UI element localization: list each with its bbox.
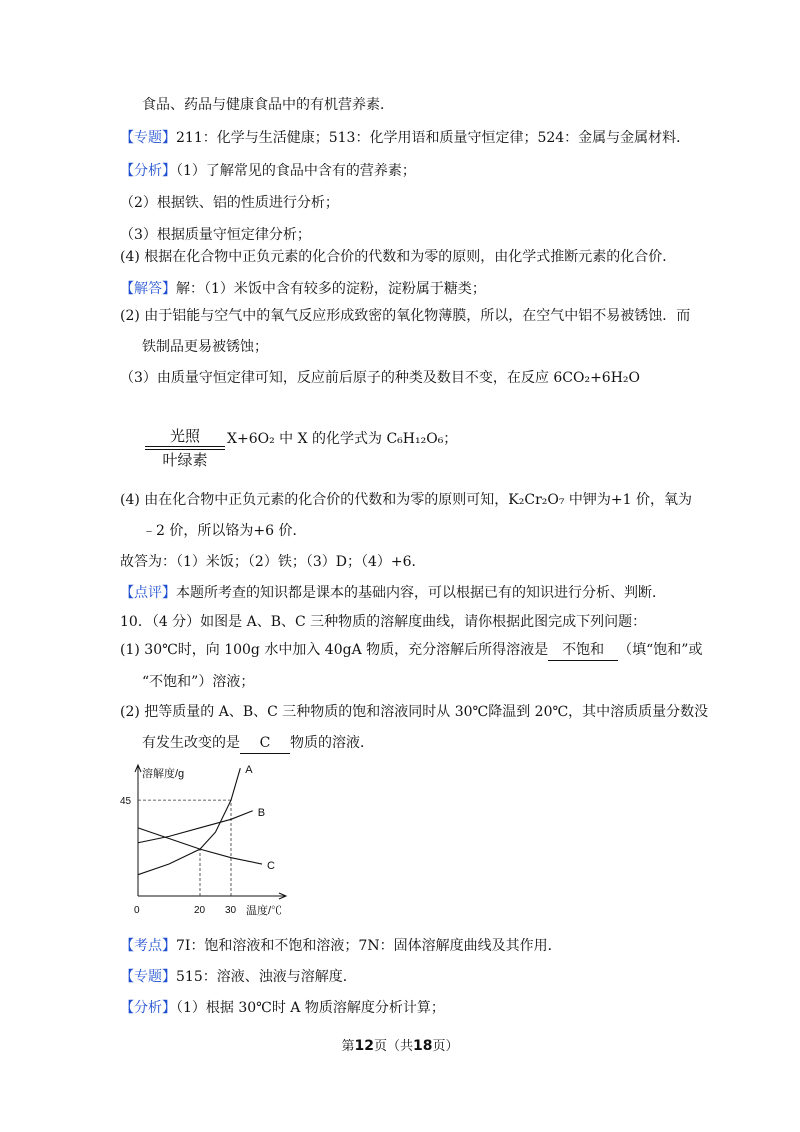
- topic-line: [120, 128, 690, 148]
- question-part1: [120, 640, 702, 661]
- key-point-tag: 【考点】: [120, 938, 176, 954]
- reaction-condition-bottom: 叶绿素: [162, 451, 208, 469]
- text-line: （3）根据质量守恒定律分析；: [120, 227, 311, 243]
- page-number: 12: [354, 1038, 374, 1054]
- comment-text: 本题所考查的知识都是课本的基础内容，可以根据已有的知识进行分析、判断．: [176, 585, 666, 601]
- reaction-condition-top: 光照: [169, 427, 200, 445]
- reaction-rest: X+6O₂ 中 X 的化学式为 C₆H₁₂O₆；: [227, 431, 458, 447]
- answer-line: 故答为：（1）米饭；（2）铁；（3）D；（4）+6．: [120, 554, 426, 570]
- question-text: 物质的溶液．: [290, 735, 374, 751]
- x-axis-label: 温度/℃: [246, 905, 283, 917]
- solubility-chart: [118, 760, 303, 925]
- question-text: （填“饱和”或: [618, 642, 703, 658]
- x-tick-label: 20: [194, 905, 206, 916]
- analysis-line: [120, 161, 416, 181]
- text-line: 铁制品更易被锈蚀；: [142, 339, 268, 355]
- text-line: （2）根据铁、铝的性质进行分析；: [120, 195, 339, 211]
- x-tick-label: 30: [225, 905, 237, 916]
- key-point-text: 7I：饱和溶液和不饱和溶液；7N：固体溶解度曲线及其作用．: [176, 938, 562, 954]
- answer-blank: 不饱和: [548, 640, 618, 661]
- y-tick-label: 45: [120, 796, 132, 808]
- text-line: (4) 由在化合物中正负元素的化合价的代数和为零的原则可知，K₂Cr₂O₇ 中钾为+1 价，氧为: [120, 492, 692, 508]
- text-line: (2) 由于铝能与空气中的氧气反应形成致密的氧化物薄膜，所以，在空气中铝不易被锈蚀．而: [120, 308, 691, 324]
- comment-tag: 【点评】: [120, 585, 176, 601]
- answer-blank: C: [240, 733, 290, 754]
- analysis-text: （1）了解常见的食品中含有的营养素；: [176, 163, 416, 179]
- footer-text: 第: [341, 1039, 355, 1054]
- series-A-label: A: [245, 764, 253, 777]
- footer-text: 页）: [432, 1039, 459, 1054]
- solution-text: 解：（1）米饭中含有较多的淀粉，淀粉属于糖类；: [176, 281, 486, 297]
- text-line: ﹣2 价，所以铬为+6 价．: [142, 523, 307, 539]
- series-B-label: B: [257, 806, 266, 819]
- topic-tag: 【专题】: [120, 969, 176, 985]
- topic-line: [120, 967, 357, 987]
- question-text: (1) 30℃时，向 100g 水中加入 40gA 物质，充分溶解后所得溶液是: [120, 642, 549, 658]
- text-line: （3）由质量守恒定律可知，反应前后原子的种类及数目不变，在反应 6CO₂+6H₂O: [120, 370, 641, 386]
- series-C-label: C: [267, 860, 275, 873]
- footer-text: 页（共: [373, 1039, 413, 1054]
- analysis-line: [120, 998, 445, 1018]
- key-point-line: [120, 936, 562, 956]
- question-part2: (2) 把等质量的 A、B、C 三种物质的饱和溶液同时从 30℃降温到 20℃，其中溶质质量分数没: [120, 704, 709, 720]
- question-text: 有发生改变的是: [142, 735, 240, 751]
- y-axis-label: 溶解度/g: [142, 768, 185, 780]
- question-title: 10．（4 分）如图是 A、B、C 三种物质的溶解度曲线，请你根据此图完成下列问题：: [120, 614, 647, 630]
- comment-line: [120, 583, 666, 603]
- text-line: (4) 根据在化合物中正负元素的化合价的代数和为零的原则，由化学式推断元素的化合价．: [120, 249, 677, 265]
- chemical-equation: [145, 425, 485, 470]
- equals-line-top: [145, 446, 225, 447]
- topic-text: 211：化学与生活健康；513：化学用语和质量守恒定律；524：金属与金属材料．: [176, 130, 691, 146]
- x-tick-label: 0: [134, 905, 140, 916]
- series-B-line: [138, 811, 253, 843]
- topic-text: 515：溶液、浊液与溶解度．: [176, 969, 357, 985]
- analysis-tag: 【分析】: [120, 1000, 176, 1016]
- page-footer: [0, 1035, 800, 1054]
- solution-line: [120, 279, 486, 299]
- analysis-text: （1）根据 30℃时 A 物质溶解度分析计算；: [176, 1000, 445, 1016]
- text-line: “不饱和”）溶液；: [142, 674, 255, 690]
- solution-tag: 【解答】: [120, 281, 176, 297]
- topic-tag: 【专题】: [120, 130, 176, 146]
- text-line: 食品、药品与健康食品中的有机营养素．: [142, 97, 394, 113]
- page-total: 18: [413, 1038, 433, 1054]
- question-part2-cont: [142, 733, 374, 754]
- analysis-tag: 【分析】: [120, 163, 176, 179]
